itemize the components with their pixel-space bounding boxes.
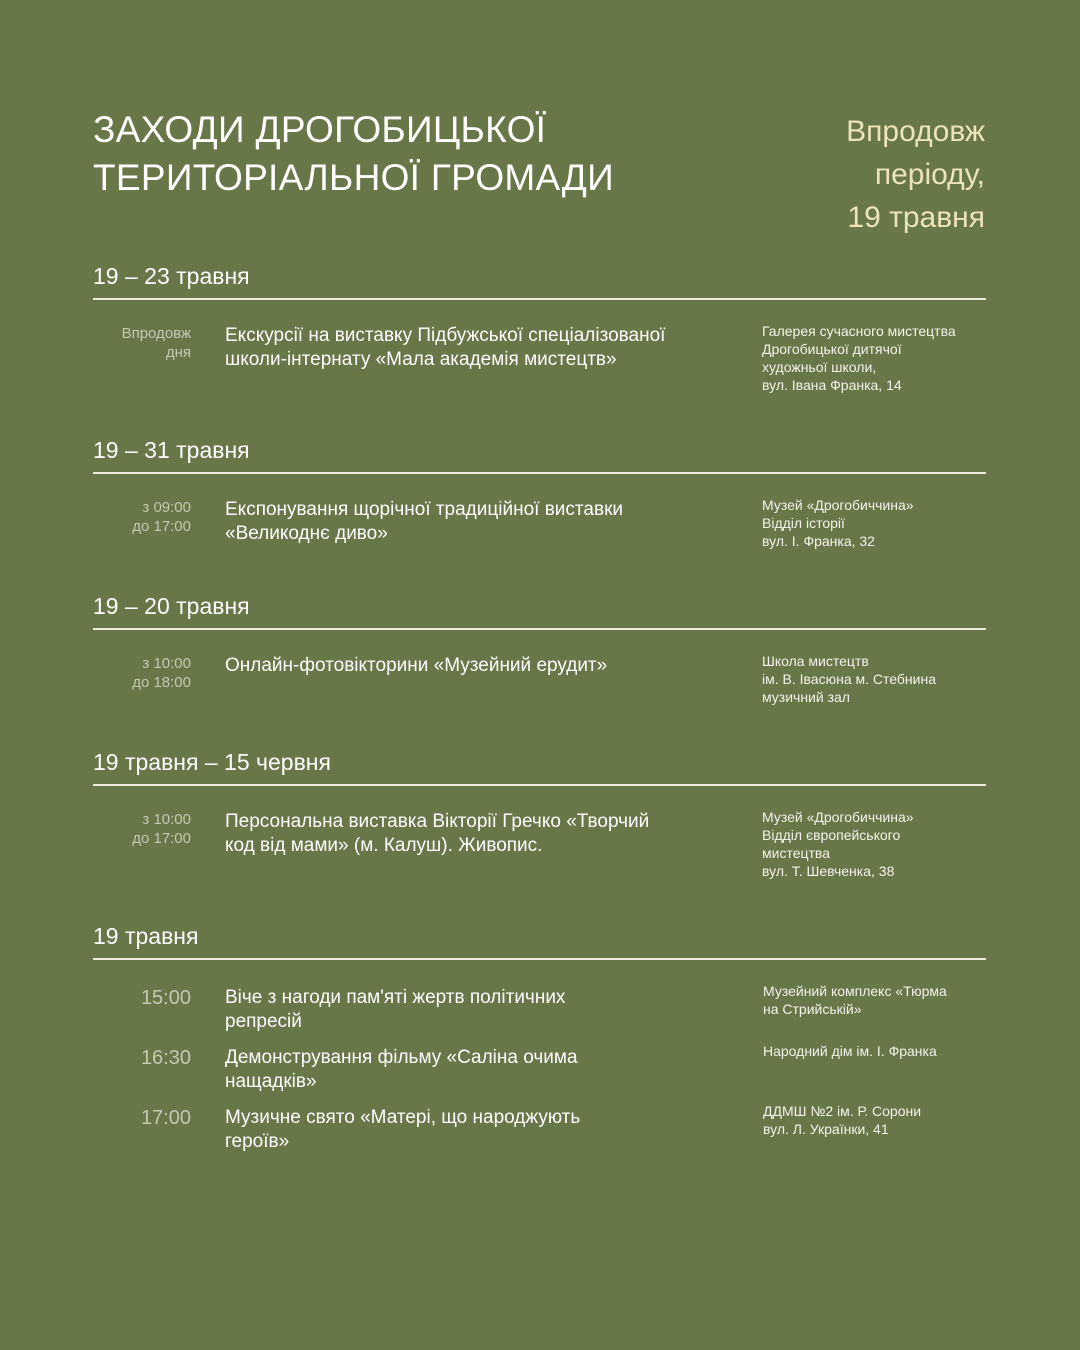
- event-time: [71, 324, 191, 362]
- period-line: періоду,: [874, 158, 985, 191]
- section-date-heading: 19 – 31 травня: [93, 436, 986, 474]
- event-location-line: Дрогобицької дитячої: [762, 341, 902, 357]
- event-title-line: репресій: [225, 1011, 302, 1032]
- event-title: [225, 324, 745, 372]
- section-date-heading: 19 – 23 травня: [93, 262, 986, 300]
- event-title-line: Персональна виставка Вікторії Гречко «Творчий: [225, 811, 650, 832]
- event-title-line: Віче з нагоди пам'яті жертв політичних: [225, 987, 566, 1008]
- schedule-section: [93, 436, 986, 549]
- event-location-line: вул. Т. Шевченка, 38: [762, 863, 895, 879]
- period-line: 19 травня: [847, 201, 985, 234]
- section-date-heading: 19 травня – 15 червня: [93, 748, 986, 786]
- event-time-line: до 18:00: [132, 674, 191, 691]
- event-title-line: Онлайн-фотовікторини «Музейний ерудит»: [225, 655, 608, 676]
- event-title: [225, 498, 745, 546]
- event-location: [762, 652, 992, 706]
- event-location-line: Музей «Дрогобиччина»: [762, 497, 914, 513]
- period-label: [846, 110, 985, 239]
- page-title: [93, 106, 614, 202]
- event-location-line: музичний зал: [762, 689, 850, 705]
- event-location: [763, 982, 993, 1018]
- event-location-line: вул. І. Франка, 32: [762, 533, 875, 549]
- event-time-line: з 09:00: [142, 499, 191, 516]
- period-line: Впродовж: [846, 115, 985, 148]
- event-title: [225, 986, 745, 1034]
- event-title-line: код від мами» (м. Калуш). Живопис.: [225, 835, 543, 856]
- event-location-line: Відділ європейського: [762, 827, 901, 843]
- event-time: [71, 986, 191, 1010]
- event-time-line: до 17:00: [132, 830, 191, 847]
- event-time-line: з 10:00: [142, 655, 191, 672]
- event-title-line: нащадків»: [225, 1071, 317, 1092]
- schedule-section: [93, 748, 986, 879]
- event-location-line: на Стрийській»: [763, 1001, 862, 1017]
- event-location-line: вул. Л. Українки, 41: [763, 1121, 889, 1137]
- event-title-line: Екскурсії на виставку Підбужської спеціалізованої: [225, 325, 666, 346]
- event-location: [762, 322, 992, 394]
- event-time-line: до 17:00: [132, 518, 191, 535]
- event-location-line: Музейний комплекс «Тюрма: [763, 983, 947, 999]
- event-location-line: ім. В. Івасюна м. Стебнина: [762, 671, 936, 687]
- title-line: ЗАХОДИ ДРОГОБИЦЬКОЇ: [93, 109, 547, 150]
- event-title: [225, 810, 745, 858]
- event-time-line: дня: [165, 344, 191, 361]
- event-title-line: школи-інтернату «Мала академія мистецтв»: [225, 349, 617, 370]
- event-time: [71, 1046, 191, 1070]
- event-time: [71, 1106, 191, 1130]
- event-location: [763, 1042, 993, 1060]
- event-time: [71, 654, 191, 692]
- event-title-line: Експонування щорічної традиційної виставки: [225, 499, 623, 520]
- event-title-line: «Великоднє диво»: [225, 523, 388, 544]
- event-location-line: Відділ історії: [762, 515, 845, 531]
- schedule-section: [93, 592, 986, 705]
- event-title-line: героїв»: [225, 1131, 290, 1152]
- title-line: ТЕРИТОРІАЛЬНОЇ ГРОМАДИ: [93, 157, 615, 198]
- event-title-line: Демонстрування фільму «Саліна очима: [225, 1047, 578, 1068]
- event-location-line: Галерея сучасного мистецтва: [762, 323, 956, 339]
- event-location-line: Музей «Дрогобиччина»: [762, 809, 914, 825]
- event-time: [71, 810, 191, 848]
- event-title: [225, 1046, 745, 1094]
- section-date-heading: 19 травня: [93, 922, 986, 960]
- event-time-line: 17:00: [140, 1107, 191, 1129]
- event-title: [225, 1106, 745, 1154]
- event-time-line: Впродовж: [121, 325, 191, 342]
- event-location-line: Школа мистецтв: [762, 653, 869, 669]
- event-location-line: мистецтва: [762, 845, 830, 861]
- event-location-line: ДДМШ №2 ім. Р. Сорони: [763, 1103, 922, 1119]
- event-time-line: 15:00: [140, 987, 191, 1009]
- event-location-line: вул. Івана Франка, 14: [762, 377, 902, 393]
- event-time-line: з 10:00: [142, 811, 191, 828]
- event-location: [762, 808, 992, 880]
- event-title: [225, 654, 745, 678]
- schedule-section: [93, 262, 986, 393]
- event-location-line: Народний дім ім. І. Франка: [763, 1043, 937, 1059]
- event-location-line: художньої школи,: [762, 359, 877, 375]
- event-location: [763, 1102, 993, 1138]
- event-time-line: 16:30: [140, 1047, 191, 1069]
- event-time: [71, 498, 191, 536]
- event-location: [762, 496, 992, 550]
- schedule-section: [93, 922, 986, 1152]
- event-title-line: Музичне свято «Матері, що народжують: [225, 1107, 581, 1128]
- section-date-heading: 19 – 20 травня: [93, 592, 986, 630]
